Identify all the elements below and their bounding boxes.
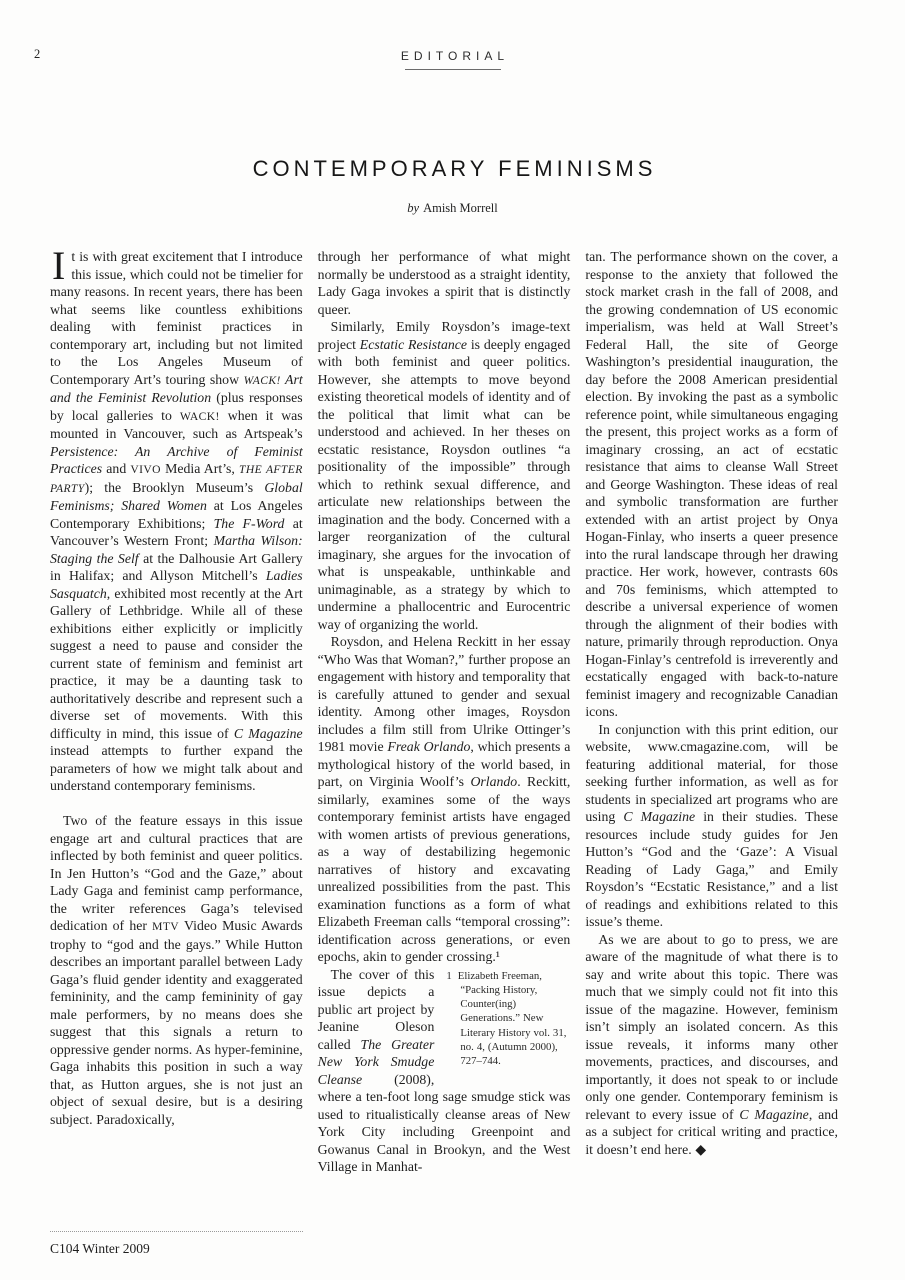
text-segment: VIVO	[130, 463, 161, 476]
paragraph	[318, 633, 571, 966]
text-segment: It is with great excitement that I introduce this issue, which could not be timelier for many reasons. In recent years, there has been what seems like countless exhibitions dealing with feminist practices in contemporary art, including but not limited to the Los Angeles Museum of Contemporary Art’s touring show	[50, 243, 303, 387]
text-segment: (2008), where a ten-foot long sage smudge stick was used to ritualistically cleanse areas of New York City including Greenpoint and Gowanus Canal in Brookyn, and the West Village in Manhat-	[317, 1071, 571, 1174]
issue-info: C104 Winter 2009	[50, 1241, 150, 1256]
text-segment: instead attempts to further expand the parameters of how we might talk about and understand contemporary feminisms.	[50, 743, 303, 793]
paragraph	[318, 966, 571, 1176]
text-segment: through her performance of what might normally be understood as a straight identity, Lady Gaga invokes a spirit that is distinctly queer.	[317, 249, 571, 317]
text-segment: Orlando	[470, 774, 518, 789]
text-segment: The cover of this issue depicts a public art project by Jeanine Oleson called	[317, 966, 435, 1052]
text-segment: Ladies Sasquatch	[50, 568, 303, 601]
text-segment: and	[102, 461, 131, 476]
footnote-body	[446, 969, 570, 1069]
text-segment: Ecstatic Resistance	[359, 336, 468, 352]
text-segment: ); the Brooklyn Museum’s	[84, 479, 265, 495]
text-segment: C Magazine	[233, 725, 303, 741]
text-segment: is deeply engaged with both feminist and queer politics. However, she attempts to move beyond existing theoretical models of identity and of the political that limit what can be understood and achieved. In her theses on ecstatic resistance, Roysdon outlines “a positionality of the impossible” through which to rethink sexual difference, and articulate new relationships between the imagination and the body. Concerned with a larger reorganization of the cultural imaginary, she argues for the invocation of what is unspeakable, unthinkable and unimaginable, as a strategy by which to undermine a phallocentric and Eurocentric way of organizing the world.	[317, 336, 571, 632]
text-segment: In conjunction with this print edition, our website, www.cmagazine.com, will be featuring additional material, for those seeking further information, as well as for students in specialized art programs who are using	[585, 721, 839, 824]
text-segment: The Greater New York Smudge Cleanse	[317, 1036, 435, 1087]
text-segment: MTV	[152, 920, 180, 933]
text-segment: As we are about to go to press, we are aware of the magnitude of what there is to say and write about this topic. There was much that we simply could not fit into this issue of the magazine. However, feminism isn’t simply an isolated concern. As this issue reveals, it informs many other movements, practices, and discourses, and importantly, it does not speak to or include only one gender. Contemporary feminism is relevant to every issue of	[585, 931, 839, 1122]
text-segment: at Vancouver’s Western Front;	[50, 515, 303, 548]
text-segment: in their studies. These resources include study guides for Jen Hutton’s “God and the ‘Gaze’: A Visual Reading of Lady Gaga,” and Emily Roysdon’s “Ecstatic Resistance,” and a list of readings and exhibitions related to this issue’s theme.	[585, 809, 839, 929]
text-segment: Global Feminisms; Shared Women	[50, 479, 303, 513]
text-segment: Art and the Feminist Revolution	[50, 371, 303, 405]
text-segment: when it was mounted in Vancouver, such as Artspeak’s	[50, 407, 303, 441]
text-segment: at the Dalhousie Art Gallery in Halifax; and Allyson Mitchell’s	[50, 550, 303, 583]
footnote-text: Elizabeth Freeman, “Packing History, Counter(ing) Generations.” New Literary History vol. 31, no. 4, (Autumn 2000), 727–744.	[457, 969, 567, 1068]
text-segment: C Magazine	[623, 809, 696, 824]
page-number: 2	[34, 47, 41, 61]
text-segment: Freak Orlando	[387, 739, 471, 754]
text-segment: Two of the feature essays in this issue engage art and cultural practices that are inflected by both feminist and queer politics. In Jen Hutton’s “God and the Gaze,” about Lady Gaga and feminist camp performance, the writer references Gaga’s televised dedication of her	[50, 813, 303, 933]
paragraph	[318, 318, 571, 633]
article-body	[50, 243, 839, 1176]
column-1	[50, 243, 303, 1176]
footnote-marker: 1	[446, 969, 452, 982]
text-segment: tan. The performance shown on the cover, a response to the anxiety that followed the stock market crash in the fall of 2008, and the growing condemnation of US economic imperialism, was held at Wall Street’s Federal Hall, the site of George Washington’s presidential inauguration, the day before the 2008 American presidential election. By invoking the past as a symbolic reference point, while simultaneous engaging the present, this project works as a form of imaginary crossing, an act of ecstatic resistance that aims to cleanse Wall Street and George Washington. These ideas of real and symbolic transformation are further extended with an artist project by Onya Hogan-Finlay, who inserts a queer presence into the rural landscape through her drawing practice. Her work, however, contrasts 60s and 70s feminisms, which attempted to describe a universal experience of women through the alignment of their bodies with nature, primarily through reproduction. Onya Hogan-Finlay’s centrefold is irreverently and ecstatically engaged with back-to-nature feminist imagery and recognizable Canadian icons.	[585, 249, 839, 719]
text-segment: Persistence: An Archive of Feminist Practices	[50, 443, 303, 476]
text-segment: Video Music Awards trophy to “god and the gays.” While Hutton describes an important parallel between Lady Gaga’s fluid gender identity and exaggerated femininity, and the camp femininity of gay male performers, by no means does she suggest that this signals a return to oppressive gender norms. As hyper-feminine, Gaga inhabits this position in such a way that, as Hutton argues, she is not just an object of sexual desire, but is a desiring subject. Paradoxically,	[50, 918, 303, 1127]
text-segment: Similarly, Emily Roysdon’s image-text project	[317, 319, 571, 352]
text-segment: . Reckitt, similarly, examines some of the ways contemporary feminist artists have engaged with women artists of previous generations, as a way of destabilizing hegemonic narratives of history and excavating unrealized possibilities from the past. This examination functions as a form of what Elizabeth Freeman calls “temporal crossing”: identification across generations, or even epochs, akin to gender crossing.¹	[317, 774, 571, 964]
text-segment: C Magazine	[739, 1106, 809, 1122]
text-segment: , exhibited most recently at the Art Gallery of Lethbridge. While all of these exhibitions either explicitly or implicitly suggest a need to pause and consider the current state of feminism and feminist art practice, it may be a daunting task to authoritatively describe and represent such a diverse set of movements. With this difficulty in mind, this issue of	[50, 585, 303, 741]
paragraph	[50, 812, 303, 1128]
paragraph	[318, 248, 571, 318]
text-segment: Roysdon, and Helena Reckitt in her essay “Who Was that Woman?,” further propose an engagement with history and temporality that is carefully attuned to gender and sexual identity. Among other images, Roysdon includes a film still from Ulrike Ottinger’s 1981 movie	[317, 634, 571, 754]
section-header	[0, 47, 905, 70]
paragraph	[50, 243, 303, 795]
byline	[0, 201, 905, 216]
text-segment: WACK!	[243, 373, 281, 387]
text-segment: , and as a subject for critical writing and practice, it doesn’t end here. ◆	[585, 1106, 839, 1157]
paragraph	[585, 248, 838, 721]
text-segment: , which presents a mythological history of the world based, in part, on Virginia Woolf’s	[317, 739, 571, 789]
text-segment: THE AFTER PARTY	[50, 463, 303, 495]
byline-author: Amish Morrell	[423, 201, 498, 215]
paragraph	[585, 931, 838, 1159]
footnote	[446, 969, 570, 1069]
article-title: CONTEMPORARY FEMINISMS	[252, 156, 657, 181]
paragraph	[585, 721, 838, 931]
section-underline-rule	[405, 69, 501, 70]
byline-prefix: by	[407, 201, 420, 215]
text-segment: (plus responses by local galleries to	[50, 390, 303, 423]
text-segment: Martha Wilson: Staging the Self	[50, 533, 303, 566]
text-segment: WACK!	[179, 409, 220, 423]
column-2	[318, 248, 571, 1176]
text-segment: The F-Word	[213, 515, 285, 531]
section-label: EDITORIAL	[400, 49, 510, 63]
text-segment: Media Art’s,	[160, 461, 240, 476]
footer-dotted-rule	[50, 1231, 303, 1232]
text-segment: at Los Angeles Contemporary Exhibitions;	[50, 498, 303, 531]
column-3	[585, 248, 838, 1176]
